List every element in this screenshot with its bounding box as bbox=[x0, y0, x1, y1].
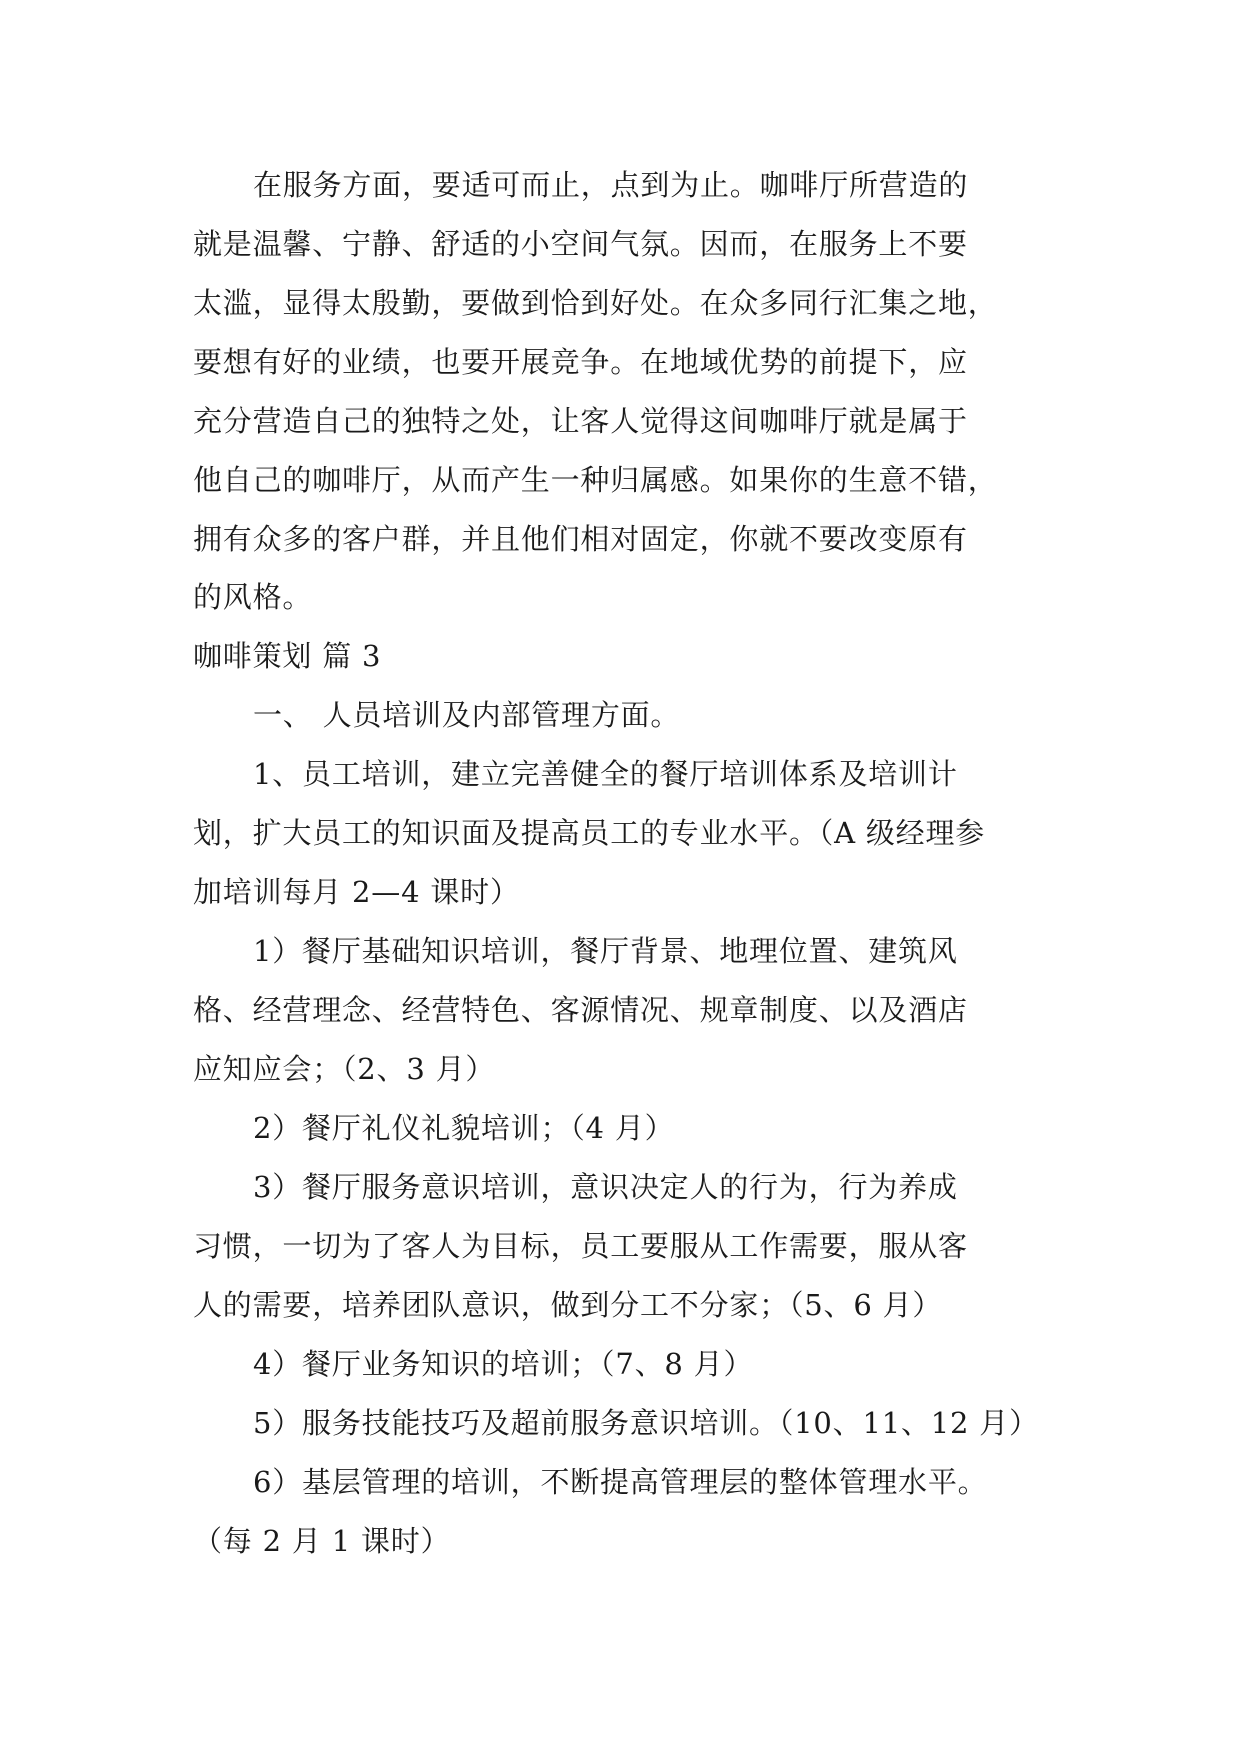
paragraph-line: 加培训每月 2—4 课时） bbox=[193, 875, 520, 909]
paragraph-line: 太滥，显得太殷勤，要做到恰到好处。在众多同行汇集之地， bbox=[193, 286, 998, 320]
list-item-continuation: 习惯，一切为了客人为目标，员工要服从工作需要，服从客 bbox=[193, 1229, 968, 1263]
paragraph-line: 的风格。 bbox=[193, 580, 313, 614]
paragraph-line: 划，扩大员工的知识面及提高员工的专业水平。（A 级经理参 bbox=[193, 816, 986, 850]
paragraph-line: 拥有众多的客户群，并且他们相对固定，你就不要改变原有 bbox=[193, 522, 968, 556]
paragraph-line: 充分营造自己的独特之处，让客人觉得这间咖啡厅就是属于 bbox=[193, 404, 968, 438]
list-item-continuation: （每 2 月 1 课时） bbox=[193, 1524, 451, 1558]
paragraph-line: 他自己的咖啡厅，从而产生一种归属感。如果你的生意不错， bbox=[193, 463, 998, 497]
section-heading: 咖啡策划 篇 3 bbox=[193, 639, 382, 673]
list-item-continuation: 人的需要，培养团队意识，做到分工不分家；（5、6 月） bbox=[193, 1288, 943, 1322]
list-item: 2）餐厅礼仪礼貌培训；（4 月） bbox=[253, 1111, 675, 1145]
paragraph-line: 1、员工培训，建立完善健全的餐厅培训体系及培训计 bbox=[253, 757, 958, 791]
list-item-continuation: 格、经营理念、经营特色、客源情况、规章制度、以及酒店 bbox=[193, 993, 968, 1027]
list-item: 4）餐厅业务知识的培训；（7、8 月） bbox=[253, 1347, 754, 1381]
subsection-heading: 一、 人员培训及内部管理方面。 bbox=[253, 698, 681, 732]
paragraph-line: 就是温馨、宁静、舒适的小空间气氛。因而，在服务上不要 bbox=[193, 227, 968, 261]
list-item: 6）基层管理的培训，不断提高管理层的整体管理水平。 bbox=[253, 1465, 988, 1499]
list-item-continuation: 应知应会；（2、3 月） bbox=[193, 1052, 496, 1086]
list-item: 1）餐厅基础知识培训，餐厅背景、地理位置、建筑风 bbox=[253, 934, 958, 968]
paragraph-line: 要想有好的业绩，也要开展竞争。在地域优势的前提下，应 bbox=[193, 345, 968, 379]
paragraph-line: 在服务方面，要适可而止，点到为止。咖啡厅所营造的 bbox=[253, 168, 969, 202]
list-item: 5）服务技能技巧及超前服务意识培训。（10、11、12 月） bbox=[253, 1406, 1039, 1440]
list-item: 3）餐厅服务意识培训，意识决定人的行为，行为养成 bbox=[253, 1170, 958, 1204]
